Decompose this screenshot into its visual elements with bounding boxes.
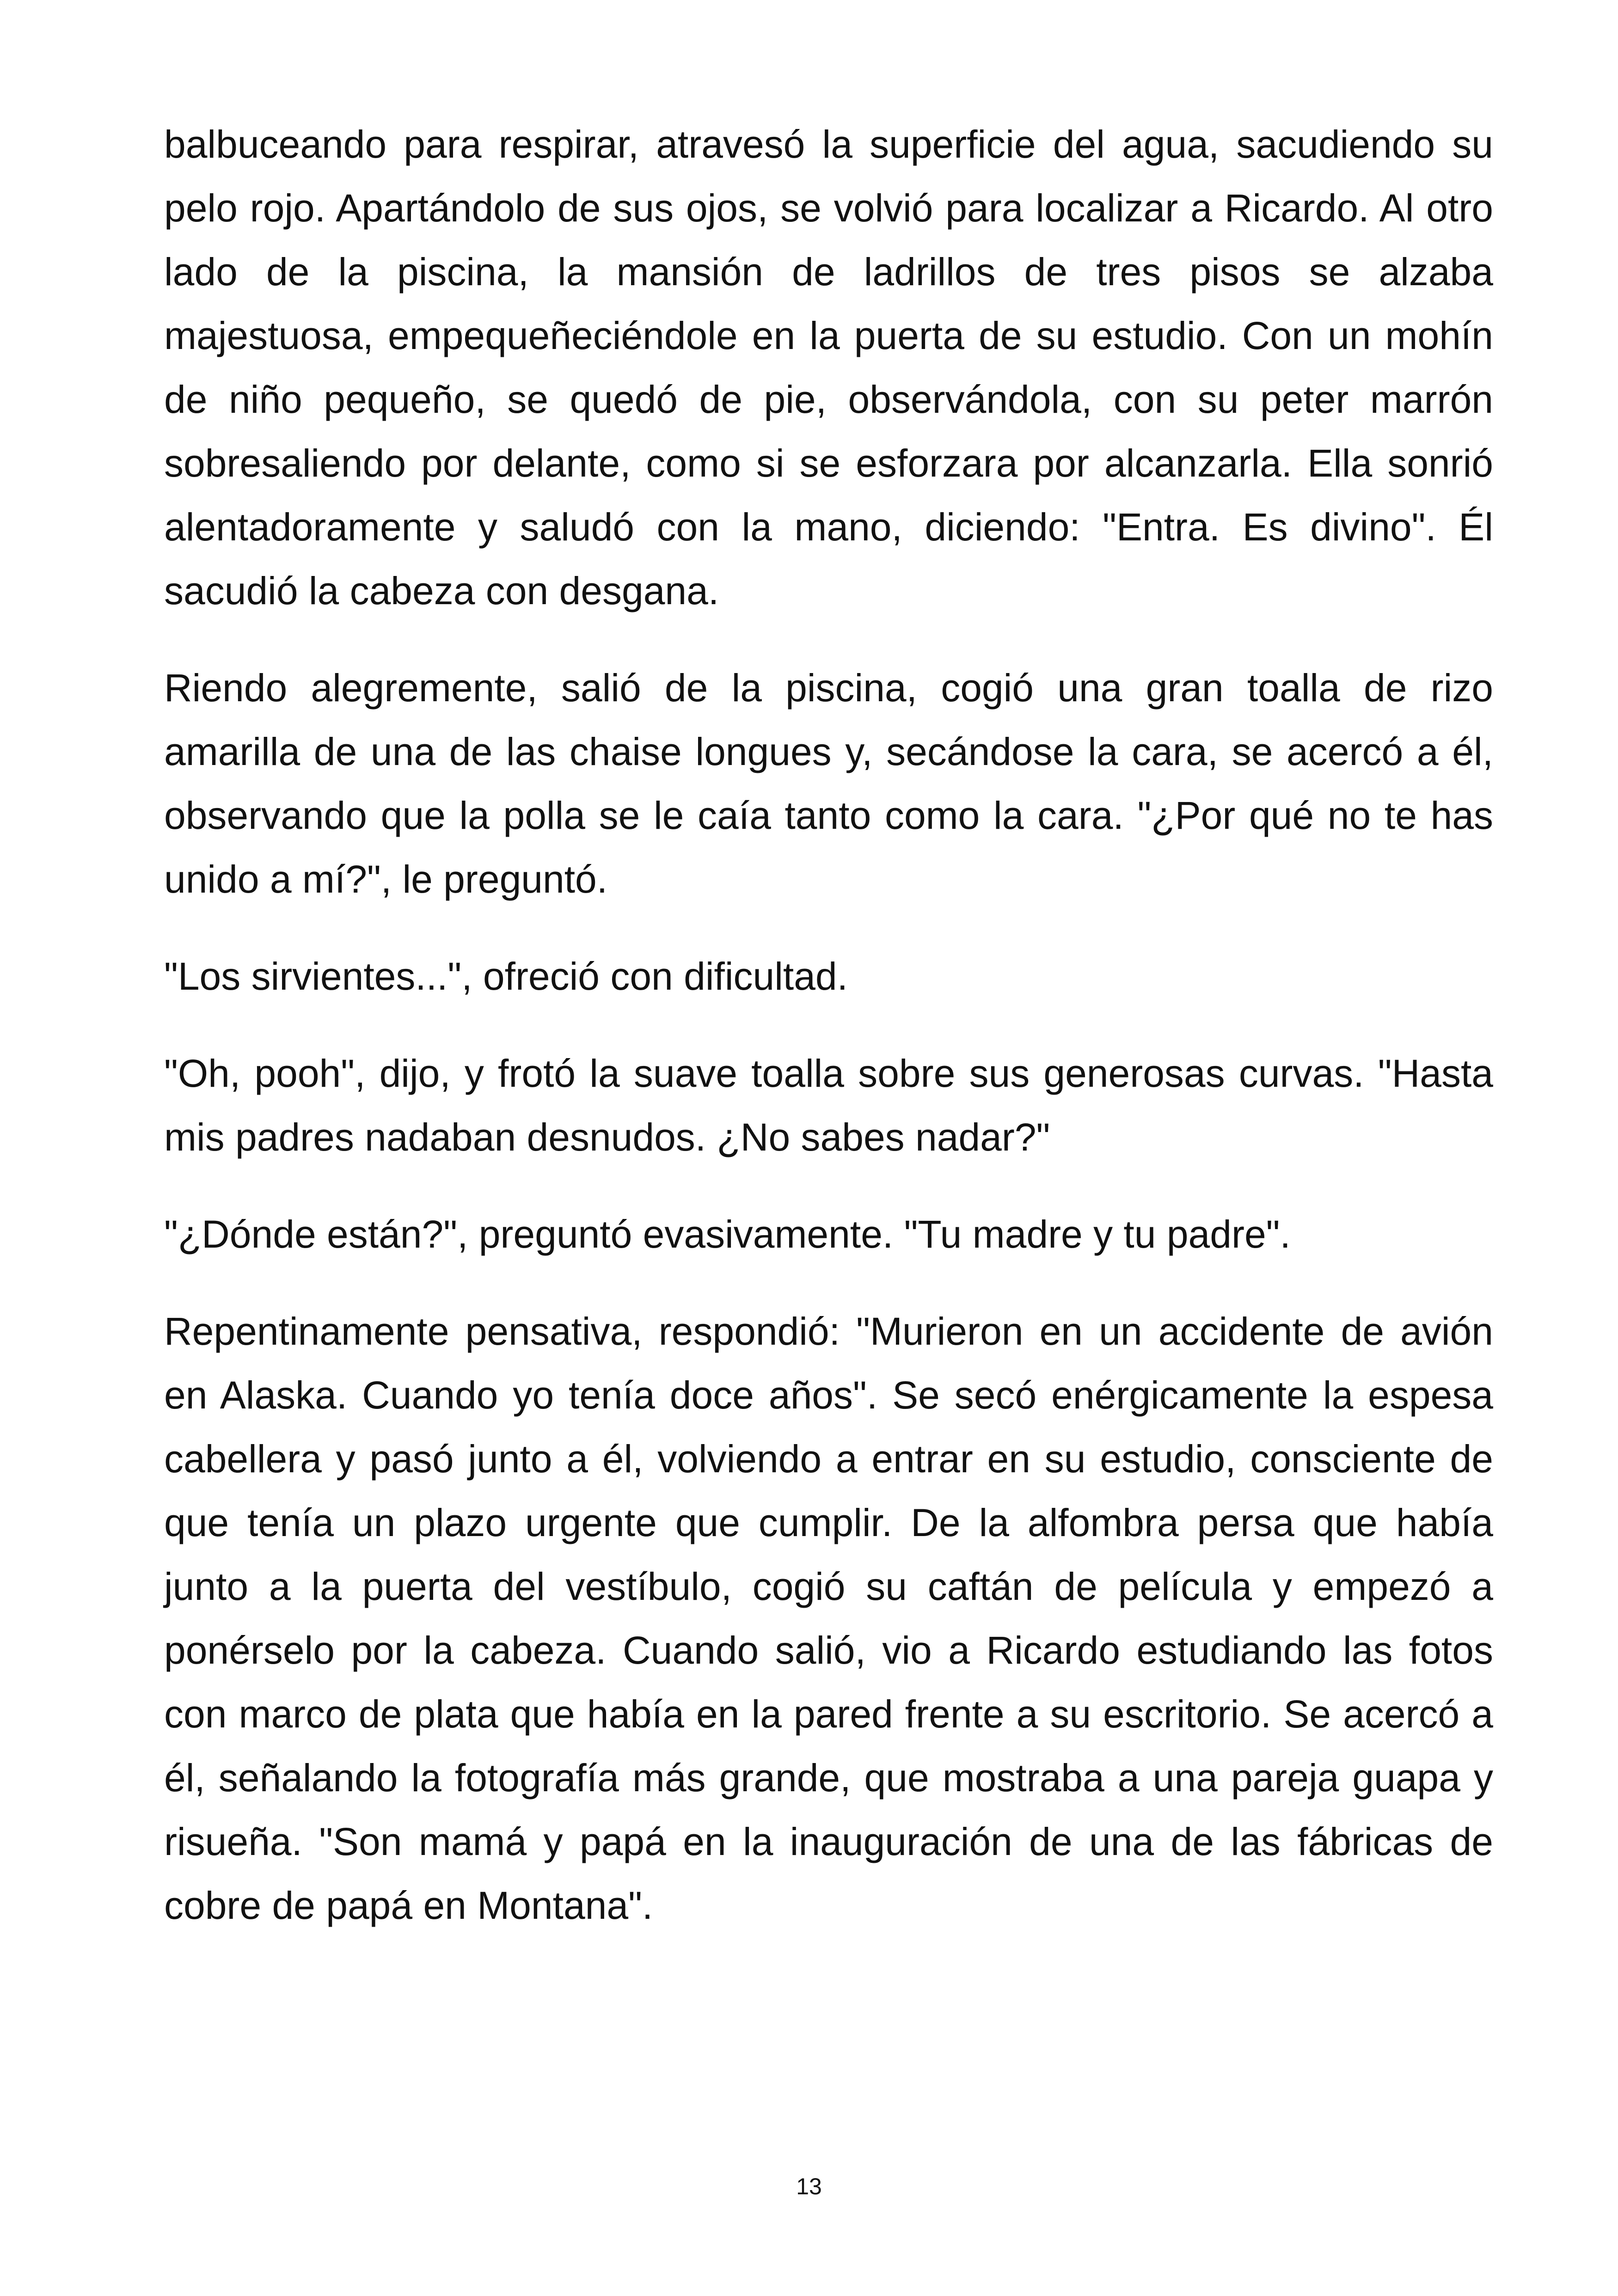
paragraph-5: "¿Dónde están?", preguntó evasivamente. "Tu madre y tu padre". <box>164 1212 1291 1256</box>
paragraph-6: Repentinamente pensativa, respondió: "Murieron en un accidente de avión en Alaska. Cuando yo tenía doce años". Se secó enérgicamente la espesa cabellera y pasó junto a él, volviendo a entrar en su estudio, consciente de que tenía un plazo urgente que cumplir. De la alfombra persa que había junto a la puerta del vestíbulo, cogió su caftán de película y empezó a ponérselo por la cabeza. Cuando salió, vio a Ricardo estudiando las fotos con marco de plata que había en la pared frente a su escritorio. Se acercó a él, señalando la fotografía más grande, que mostraba a una pareja guapa y risueña. "Son mamá y papá en la inauguración de una de las fábricas de cobre de papá en Montana". <box>164 1310 1493 1927</box>
paragraph-4: "Oh, pooh", dijo, y frotó la suave toalla sobre sus generosas curvas. "Hasta mis padres nadaban desnudos. ¿No sabes nadar?" <box>164 1052 1493 1159</box>
paragraph-1: balbuceando para respirar, atravesó la superficie del agua, sacudiendo su pelo rojo. Apartándolo de sus ojos, se volvió para localizar a Ricardo. Al otro lado de la piscina, la mansión de ladrillos de tres pisos se alzaba majestuosa, empequeñeciéndole en la puerta de su estudio. Con un mohín de niño pequeño, se quedó de pie, observándola, con su peter marrón sobresaliendo por delante, como si se esforzara por alcanzarla. Ella sonrió alentadoramente y saludó con la mano, diciendo: "Entra. Es divino". Él sacudió la cabeza con desgana. <box>164 122 1493 612</box>
paragraph-3: "Los sirvientes...", ofreció con dificultad. <box>164 955 848 998</box>
paragraph-2: Riendo alegremente, salió de la piscina, cogió una gran toalla de rizo amarilla de una de las chaise longues y, secándose la cara, se acercó a él, observando que la polla se le caía tanto como la cara. "¿Por qué no te has unido a mí?", le preguntó. <box>164 666 1493 901</box>
page-number: 13 <box>796 2174 822 2199</box>
body-text <box>164 112 1493 1971</box>
